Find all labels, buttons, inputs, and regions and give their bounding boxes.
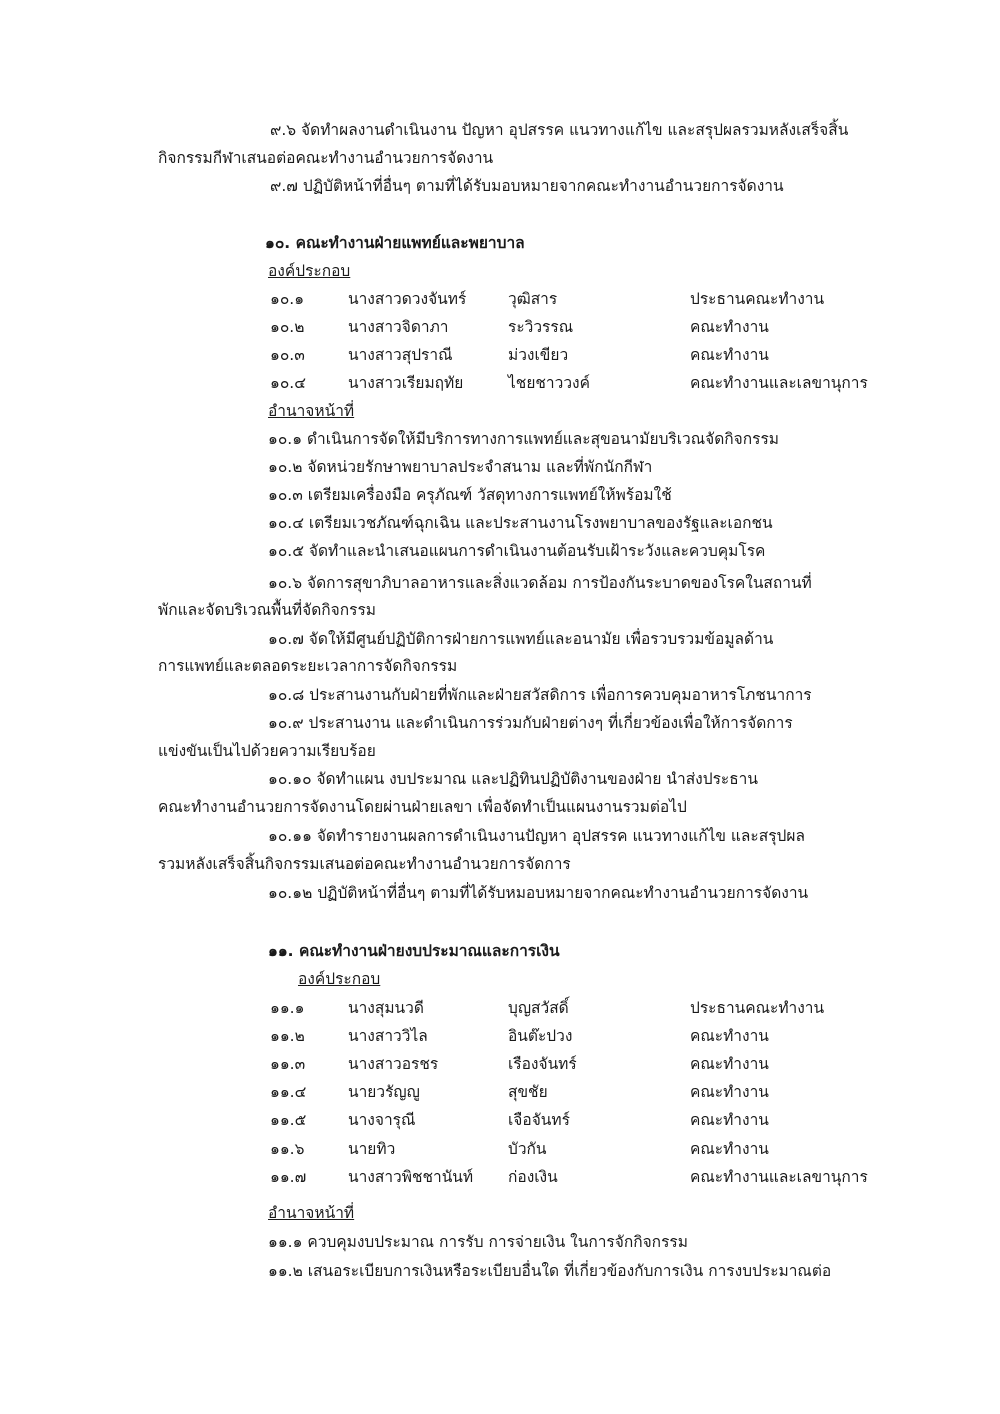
member-role: คณะทำงาน — [690, 1083, 769, 1101]
member-surname: สุขชัย — [508, 1083, 548, 1101]
duty-10-10-line2: คณะทำงานอำนวยการจัดงานโดยผ่านฝ่ายเลขา เพื่อจัดทำเป็นแผนงานรวมต่อไป — [158, 798, 687, 816]
member-row — [0, 373, 1000, 395]
member-name: นางจารุณี — [348, 1111, 416, 1129]
member-role: ประธานคณะทำงาน — [690, 999, 825, 1017]
member-row — [0, 1139, 1000, 1161]
duty-10-1: ๑๐.๑ ดำเนินการจัดให้มีบริการทางการแพทย์และสุขอนามัยบริเวณจัดกิจกรรม — [268, 430, 779, 448]
section-10-members-label: องค์ประกอบ — [268, 262, 351, 280]
member-row — [0, 1082, 1000, 1104]
member-role: ประธานคณะทำงาน — [690, 290, 825, 308]
member-name: นางสาวเรียมฤทัย — [348, 374, 464, 392]
member-row — [0, 345, 1000, 367]
member-name: นางสาวพิชชานันท์ — [348, 1168, 474, 1186]
item-9-6-line2: กิจกรรมกีฬาเสนอต่อคณะทำงานอำนวยการจัดงาน — [158, 149, 494, 167]
member-role: คณะทำงาน — [690, 1140, 769, 1158]
member-surname: วุฒิสาร — [508, 290, 558, 308]
member-role: คณะทำงาน — [690, 346, 769, 364]
member-surname: บุญสวัสดิ์ — [508, 999, 569, 1017]
duty-10-3: ๑๐.๓ เตรียมเครื่องมือ ครุภัณฑ์ วัสดุทางการแพทย์ให้พร้อมใช้ — [268, 486, 672, 504]
duty-10-11-line2: รวมหลังเสร็จสิ้นกิจกรรมเสนอต่อคณะทำงานอำนวยการจัดการ — [158, 855, 571, 873]
duty-10-11-line1: ๑๐.๑๑ จัดทำรายงานผลการดำเนินงานปัญหา อุปสรรค แนวทางแก้ไข และสรุปผล — [268, 827, 805, 845]
duty-10-6-line1: ๑๐.๖ จัดการสุขาภิบาลอาหารและสิ่งแวดล้อม การป้องกันระบาดของโรคในสถานที่ — [268, 574, 812, 592]
member-name: นางสาวสุปราณี — [348, 346, 453, 364]
member-row — [0, 1054, 1000, 1076]
member-row — [0, 289, 1000, 311]
member-role: คณะทำงานและเลขานุการ — [690, 374, 868, 392]
member-number: ๑๐.๒ — [270, 318, 305, 336]
section-10-heading: ๑๐. คณะทำงานฝ่ายแพทย์และพยาบาล — [265, 234, 525, 252]
member-surname: บัวกัน — [508, 1140, 547, 1158]
member-number: ๑๐.๑ — [270, 290, 305, 308]
duty-11-1: ๑๑.๑ ควบคุมงบประมาณ การรับ การจ่ายเงิน ในการจักกิจกรรม — [268, 1233, 688, 1251]
member-surname: เจือจันทร์ — [508, 1111, 570, 1129]
member-surname: อินต๊ะปวง — [508, 1027, 573, 1045]
duty-11-2: ๑๑.๒ เสนอระเบียบการเงินหรือระเบียบอื่นใด ที่เกี่ยวข้องกับการเงิน การงบประมาณต่อ — [268, 1262, 832, 1280]
duty-10-9-line1: ๑๐.๙ ประสานงาน และดำเนินการร่วมกับฝ่ายต่างๆ ที่เกี่ยวข้องเพื่อให้การจัดการ — [268, 714, 793, 732]
duty-10-12: ๑๐.๑๒ ปฏิบัติหน้าที่อื่นๆ ตามที่ได้รับหมอบหมายจากคณะทำงานอำนวยการจัดงาน — [268, 884, 809, 902]
section-11-members-label: องค์ประกอบ — [298, 970, 381, 988]
item-9-7: ๙.๗ ปฏิบัติหน้าที่อื่นๆ ตามที่ได้รับมอบหมายจากคณะทำงานอำนวยการจัดงาน — [270, 177, 784, 195]
duty-10-8: ๑๐.๘ ประสานงานกับฝ่ายที่พักและฝ่ายสวัสดิการ เพื่อการควบคุมอาหารโภชนาการ — [268, 686, 812, 704]
member-role: คณะทำงานและเลขานุการ — [690, 1168, 868, 1186]
member-name: นางสาวจิดาภา — [348, 318, 449, 336]
member-role: คณะทำงาน — [690, 1111, 769, 1129]
duty-10-7-line2: การแพทย์และตลอดระยะเวลาการจัดกิจกรรม — [158, 657, 458, 675]
member-name: นางสาววิไล — [348, 1027, 428, 1045]
duty-10-4: ๑๐.๔ เตรียมเวชภัณฑ์ฉุกเฉิน และประสานงานโรงพยาบาลของรัฐและเอกชน — [268, 514, 773, 532]
member-row — [0, 317, 1000, 339]
member-role: คณะทำงาน — [690, 1055, 769, 1073]
member-name: นายวรัญญู — [348, 1083, 420, 1101]
member-name: นางสาวดวงจันทร์ — [348, 290, 467, 308]
section-10-duties-label: อำนาจหน้าที่ — [268, 402, 355, 420]
member-name: นางสาวอรชร — [348, 1055, 439, 1073]
item-9-6-line1: ๙.๖ จัดทำผลงานดำเนินงาน ปัญหา อุปสรรค แนวทางแก้ไข และสรุปผลรวมหลังเสร็จสิ้น — [270, 121, 849, 139]
member-surname: เรืองจันทร์ — [508, 1055, 577, 1073]
duty-10-2: ๑๐.๒ จัดหน่วยรักษาพยาบาลประจำสนาม และที่พักนักกีฬา — [268, 458, 653, 476]
duty-10-10-line1: ๑๐.๑๐ จัดทำแผน งบประมาณ และปฏิทินปฏิบัติงานของฝ่าย นำส่งประธาน — [268, 770, 758, 788]
member-number: ๑๑.๔ — [270, 1083, 307, 1101]
member-row — [0, 998, 1000, 1020]
member-surname: ระวิวรรณ — [508, 318, 574, 336]
duty-10-6-line2: พักและจัดบริเวณพื้นที่จัดกิจกรรม — [158, 601, 377, 619]
member-name: นางสุมนวดี — [348, 999, 424, 1017]
duty-10-9-line2: แข่งขันเป็นไปด้วยความเรียบร้อย — [158, 742, 376, 760]
member-number: ๑๑.๑ — [270, 999, 305, 1017]
member-row — [0, 1026, 1000, 1048]
member-number: ๑๑.๓ — [270, 1055, 306, 1073]
member-name: นายทิว — [348, 1140, 396, 1158]
member-surname: ม่วงเขียว — [508, 346, 569, 364]
member-row — [0, 1167, 1000, 1189]
member-number: ๑๐.๓ — [270, 346, 305, 364]
duty-10-5: ๑๐.๕ จัดทำและนำเสนอแผนการดำเนินงานต้อนรับเฝ้าระวังและควบคุมโรค — [268, 542, 766, 560]
member-number: ๑๑.๒ — [270, 1027, 305, 1045]
member-row — [0, 1110, 1000, 1132]
member-number: ๑๑.๗ — [270, 1168, 307, 1186]
member-role: คณะทำงาน — [690, 318, 769, 336]
member-role: คณะทำงาน — [690, 1027, 769, 1045]
member-number: ๑๐.๔ — [270, 374, 306, 392]
section-11-duties-label: อำนาจหน้าที่ — [268, 1204, 355, 1222]
member-number: ๑๑.๖ — [270, 1140, 305, 1158]
duty-10-7-line1: ๑๐.๗ จัดให้มีศูนย์ปฏิบัติการฝ่ายการแพทย์และอนามัย เพื่อรวบรวมข้อมูลด้าน — [268, 630, 774, 648]
section-11-heading: ๑๑. คณะทำงานฝ่ายงบประมาณและการเงิน — [268, 942, 560, 960]
member-surname: ไชยชาววงค์ — [508, 374, 590, 392]
member-surname: ก่องเงิน — [508, 1168, 558, 1186]
member-number: ๑๑.๕ — [270, 1111, 307, 1129]
